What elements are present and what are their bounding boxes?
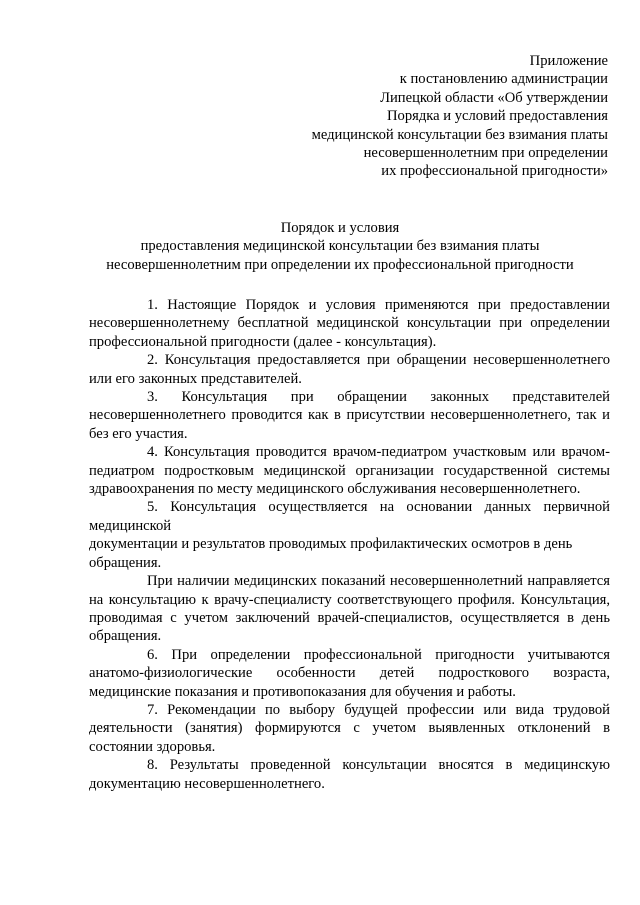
paragraph-7: 7. Рекомендации по выбору будущей профессии или вида трудовой деятельности (занятия) формируются с учетом выявленных отклонений в состоянии здоровья.	[89, 701, 610, 755]
appendix-line: их профессиональной пригодности»	[381, 163, 608, 180]
paragraph-6: 6. При определении профессиональной пригодности учитываются анатомо-физиологические особенности детей подросткового возраста, медицинские показания и противопоказания для обучения и работы.	[89, 646, 610, 700]
paragraph-4: 4. Консультация проводится врачом-педиатром участковым или врачом-педиатром подростковым медицинской организации государственной системы здравоохранения по месту медицинского обслуживания несовершеннолетнего.	[89, 444, 610, 498]
title-line: предоставления медицинской консультации без взимания платы	[140, 238, 540, 255]
appendix-line: Порядка и условий предоставления	[386, 108, 608, 125]
paragraph-3: 3. Консультация при обращении законных представителей несовершеннолетнего проводится как в присутствии несовершеннолетнего, так и без его участия.	[89, 389, 610, 442]
paragraph-5-note: При наличии медицинских показаний несовершеннолетний направляется на консультацию к врачу-специалисту соответствующего профиля. Консультация, проводимая с учетом заключений врачей-специалистов, осуществляется в день обращения.	[89, 573, 610, 645]
appendix-header	[268, 52, 608, 181]
appendix-line: Липецкой области «Об утверждении	[380, 89, 608, 106]
paragraph-1: 1. Настоящие Порядок и условия применяются при предоставлении несовершеннолетнему бесплатной медицинской консультации при определении профессиональной пригодности (далее - консультация).	[89, 297, 610, 350]
appendix-line: медицинской консультации без взимания платы	[311, 126, 608, 143]
paragraph-8: 8. Результаты проведенной консультации вносятся в медицинскую документацию несовершеннолетнего.	[89, 757, 610, 792]
appendix-line: к постановлению администрации	[399, 71, 608, 88]
appendix-line: несовершеннолетним при определении	[363, 145, 608, 162]
document-title	[60, 219, 620, 274]
paragraph-2: 2. Консультация предоставляется при обращении несовершеннолетнего или его законных представителей.	[89, 352, 610, 387]
document-body	[89, 296, 610, 793]
paragraph-5: 5. Консультация осуществляется на основании данных первичной медицинской	[89, 499, 610, 534]
appendix-line: Приложение	[529, 53, 608, 69]
title-line: Порядок и условия	[280, 220, 400, 236]
title-line: несовершеннолетним при определении их профессиональной пригодности	[106, 256, 574, 273]
paragraph-5-continued: документации и результатов проводимых профилактических осмотров в день обращения.	[89, 536, 573, 571]
